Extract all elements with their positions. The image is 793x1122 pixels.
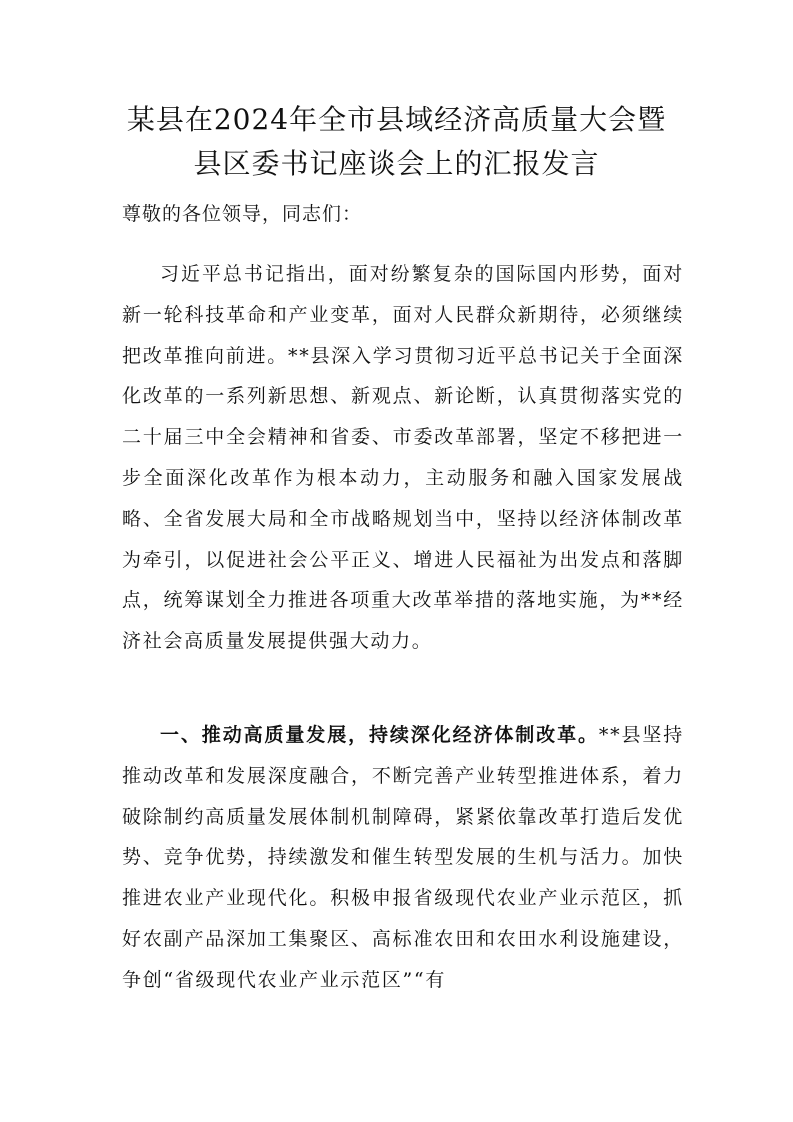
title-line-2: 县区委书记座谈会上的汇报发言 xyxy=(193,147,600,180)
section-1-heading: 一、推动高质量发展，持续深化经济体制改革。 xyxy=(160,724,599,746)
document-title xyxy=(100,98,693,186)
section-1-paragraph xyxy=(122,715,684,1001)
section-1-body: **县坚持推动改革和发展深度融合，不断完善产业转型推进体系，着力破除制约高质量发展体制机制障碍，紧紧依靠改革打造后发优势、竞争优势，持续激发和催生转型发展的生机与活力。加快推进农业产业现代化。积极申报省级现代农业产业示范区，抓好农副产品深加工集聚区、高标准农田和农田水利设施建设，争创“省级现代农业产业示范区”“有 xyxy=(122,724,684,991)
title-line-1: 某县在2024年全市县域经济高质量大会暨 xyxy=(126,103,667,136)
greeting: 尊敬的各位领导，同志们： xyxy=(122,203,363,225)
intro-paragraph: 习近平总书记指出，面对纷繁复杂的国际国内形势，面对新一轮科技革命和产业变革，面对人民群众新期待，必须继续把改革推向前进。**县深入学习贯彻习近平总书记关于全面深化改革的一系列新思想、新观点、新论断，认真贯彻落实党的二十届三中全会精神和省委、市委改革部署，坚定不移把进一步全面深化改革作为根本动力，主动服务和融入国家发展战略、全省发展大局和全市战略规划当中，坚持以经济体制改革为牵引，以促进社会公平正义、增进人民福祉为出发点和落脚点，统筹谋划全力推进各项重大改革举措的落地实施，为**经济社会高质量发展提供强大动力。 xyxy=(122,263,684,653)
